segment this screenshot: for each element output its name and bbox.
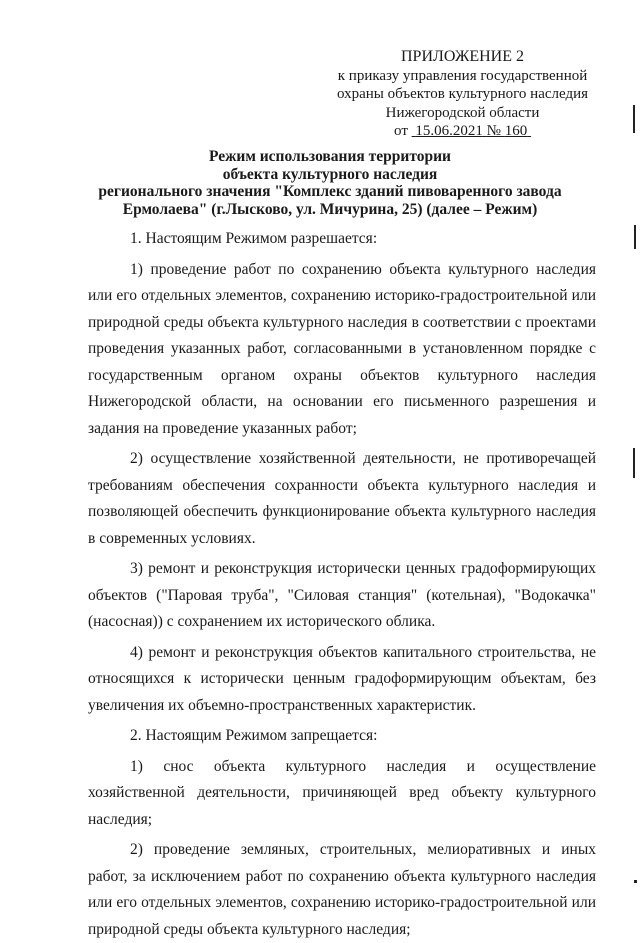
order-number: 160	[504, 123, 528, 139]
section-1-heading: 1. Настоящим Режимом разрешается:	[130, 230, 378, 247]
scan-edge-mark	[634, 225, 636, 249]
scan-edge-mark	[633, 105, 635, 133]
paragraph: 3) ремонт и реконструкция исторически ценных градоформирующих объектов ("Паровая труба", "Силовая станция" (котельная), "Водокачка" (насосная)) с сохранением их исторического облика.	[88, 560, 596, 630]
paragraph: 1) снос объекта культурного наследия и осуществление хозяйственной деятельности, причиняющей вред объекту культурного наследия;	[88, 757, 596, 828]
order-number-prefix: №	[486, 123, 501, 139]
title-line-3: регионального значения "Комплекс зданий пивоваренного завода	[98, 183, 562, 200]
appendix-date-line	[330, 122, 595, 141]
appendix-header	[330, 48, 595, 141]
section-2-heading: 2. Настоящим Режимом запрещается:	[130, 727, 378, 744]
document-body	[88, 226, 596, 943]
paragraph: 1) проведение работ по сохранению объекта культурного наследия или его отдельных элементов, сохранению историко-градостроительной или природной среды объекта культурного наследия в соответствии с проектами проведения указанных работ, согласованными в установленном порядке с государственным органом охраны объектов культурного наследия Нижегородской области, на основании его письменного разрешения и задания на проведение указанных работ;	[88, 260, 596, 437]
paragraph: 2) осуществление хозяйственной деятельности, не противоречащей требованиям обеспечения сохранности объекта культурного наследия и позволяющей обеспечить функционирование объекта культурного наследия в современных условиях.	[88, 450, 596, 547]
document-title	[70, 148, 590, 218]
title-line-2: объекта культурного наследия	[222, 165, 438, 183]
title-line-4: Ермолаева" (г.Лысково, ул. Мичурина, 25) (далее – Режим)	[122, 200, 538, 218]
paragraph: 2) проведение земляных, строительных, мелиоративных и иных работ, за исключением работ по сохранению объекта культурного наследия или его отдельных элементов, сохранению историко-градостроительной или природной среды объекта культурного наследия;	[88, 841, 596, 938]
appendix-line-3: Нижегородской области	[385, 104, 540, 121]
scan-edge-mark	[633, 448, 635, 478]
appendix-line-2: охраны объектов культурного наследия	[336, 86, 589, 102]
order-date: 15.06.2021	[415, 123, 483, 139]
title-line-1: Режим использования территории	[209, 148, 451, 165]
date-prefix: от	[394, 123, 408, 139]
appendix-title: ПРИЛОЖЕНИЕ 2	[400, 48, 524, 65]
appendix-line-1: к приказу управления государственной	[337, 67, 588, 84]
paragraph: 4) ремонт и реконструкция объектов капитального строительства, не относящихся к исторически ценным градоформирующим объектам, без увеличения их объемно-пространственных характеристик.	[88, 643, 596, 714]
scan-edge-mark	[634, 880, 637, 883]
